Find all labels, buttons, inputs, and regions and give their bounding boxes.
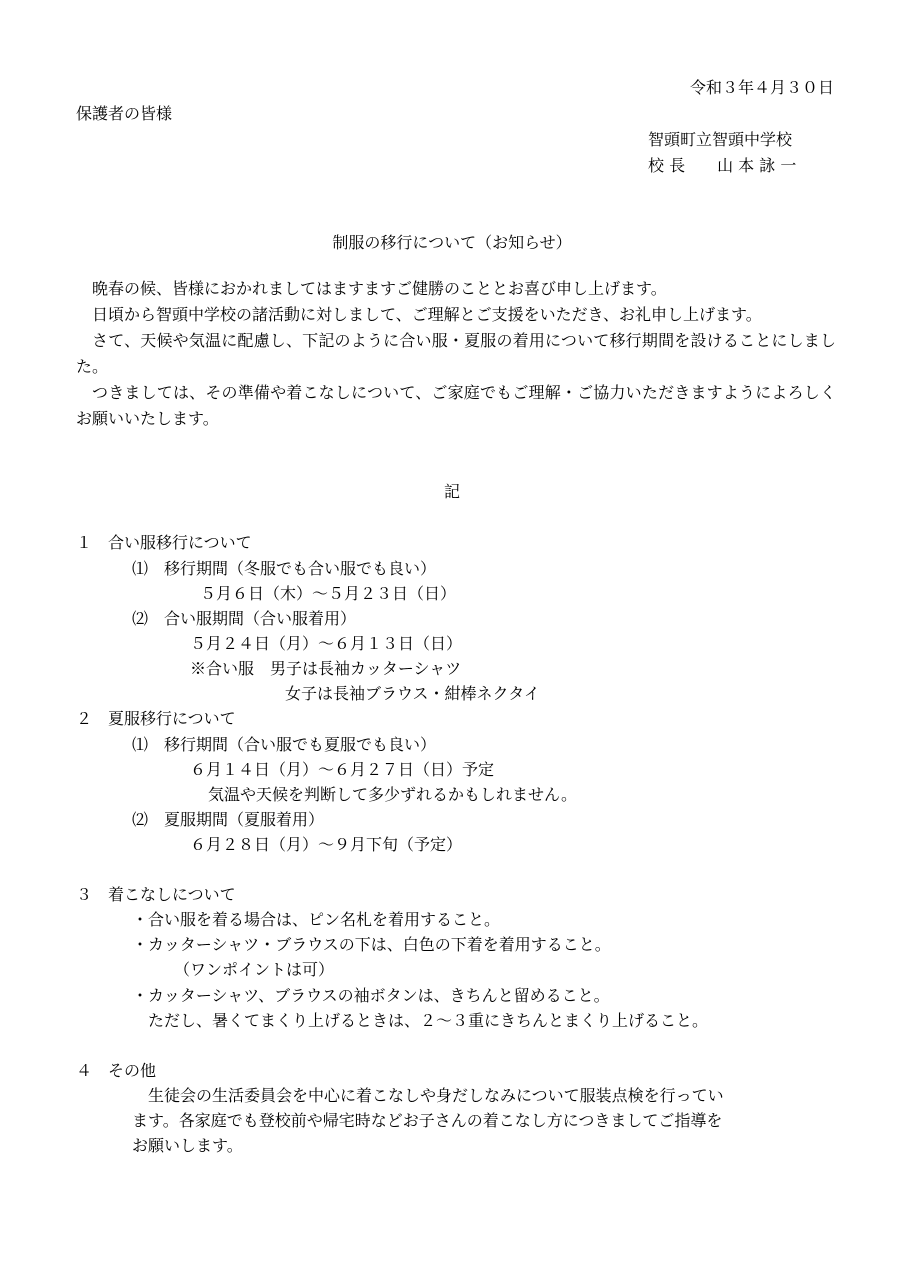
section-4-line-2: ます。各家庭でも登校前や帰宅時などお子さんの着こなし方につきましてご指導を — [132, 1111, 723, 1130]
section-3-bullet-1: ・合い服を着る場合は、ピン名札を着用すること。 — [132, 910, 501, 929]
section-3-bullet-3: ・カッターシャツ、ブラウスの袖ボタンは、きちんと留めること。 — [132, 986, 610, 1005]
body-paragraphs — [76, 276, 836, 432]
body-paragraph-1: 晩春の候、皆様におかれましてはますますご健勝のこととお喜び申し上げます。 — [92, 279, 667, 298]
section-2-item-1-note: 気温や天候を判断して多少ずれるかもしれません。 — [208, 785, 577, 804]
section-3-bullet-2: ・カッターシャツ・ブラウスの下は、白色の下着を着用すること。 — [132, 935, 611, 954]
section-1-note-boys: ※合い服 男子は長袖カッターシャツ — [190, 659, 462, 678]
body-paragraph-3: さて、天候や気温に配慮し、下記のように合い服・夏服の着用について移行期間を設けることにしました。 — [76, 331, 836, 376]
section-2-heading: ２ 夏服移行について — [76, 709, 236, 728]
section-4-heading: ４ その他 — [76, 1061, 157, 1080]
section-2-item-2-dates: ６月２８日（月）～９月下旬（予定） — [190, 835, 463, 854]
body-paragraph-4: つきましては、その準備や着こなしについて、ご家庭でもご理解・ご協力いただきますようによろしくお願いいたします。 — [76, 383, 836, 428]
section-3-heading: ３ 着こなしについて — [76, 885, 236, 904]
school-name: 智頭町立智頭中学校 — [648, 130, 793, 149]
section-3-bullet-3-note: ただし、暑くてまくり上げるときは、２～３重にきちんとまくり上げること。 — [148, 1011, 709, 1030]
section-2-item-1-label: ⑴ 移行期間（合い服でも夏服でも良い） — [132, 735, 437, 754]
document-title: 制服の移行について（お知らせ） — [332, 233, 572, 252]
section-1-item-1-dates: ５月６日（木）～５月２３日（日） — [200, 584, 457, 603]
section-1-item-2-dates: ５月２４日（月）～６月１３日（日） — [190, 634, 463, 653]
principal-name: 校 長 山 本 詠 一 — [648, 156, 797, 175]
section-1-item-1-label: ⑴ 移行期間（冬服でも合い服でも良い） — [132, 559, 437, 578]
section-3-bullet-2-note: （ワンポイントは可） — [174, 960, 335, 979]
section-1-note-girls: 女子は長袖ブラウス・紺棒ネクタイ — [285, 684, 540, 703]
recipient: 保護者の皆様 — [76, 104, 173, 123]
section-2-item-1-dates: ６月１４日（月）～６月２７日（日）予定 — [190, 760, 495, 779]
section-4-line-3: お願いします。 — [132, 1136, 243, 1155]
document-date: 令和３年４月３０日 — [689, 78, 834, 97]
section-2-item-2-label: ⑵ 夏服期間（夏服着用） — [132, 810, 325, 829]
section-1-item-2-label: ⑵ 合い服期間（合い服着用） — [132, 609, 357, 628]
section-1-heading: １ 合い服移行について — [76, 533, 252, 552]
body-paragraph-2: 日頃から智頭中学校の諸活動に対しまして、ご理解とご支援をいただき、お礼申し上げます。 — [92, 305, 762, 324]
ki-heading: 記 — [443, 482, 460, 501]
section-4-line-1: 生徒会の生活委員会を中心に着こなしや身だしなみについて服装点検を行ってい — [148, 1086, 724, 1105]
